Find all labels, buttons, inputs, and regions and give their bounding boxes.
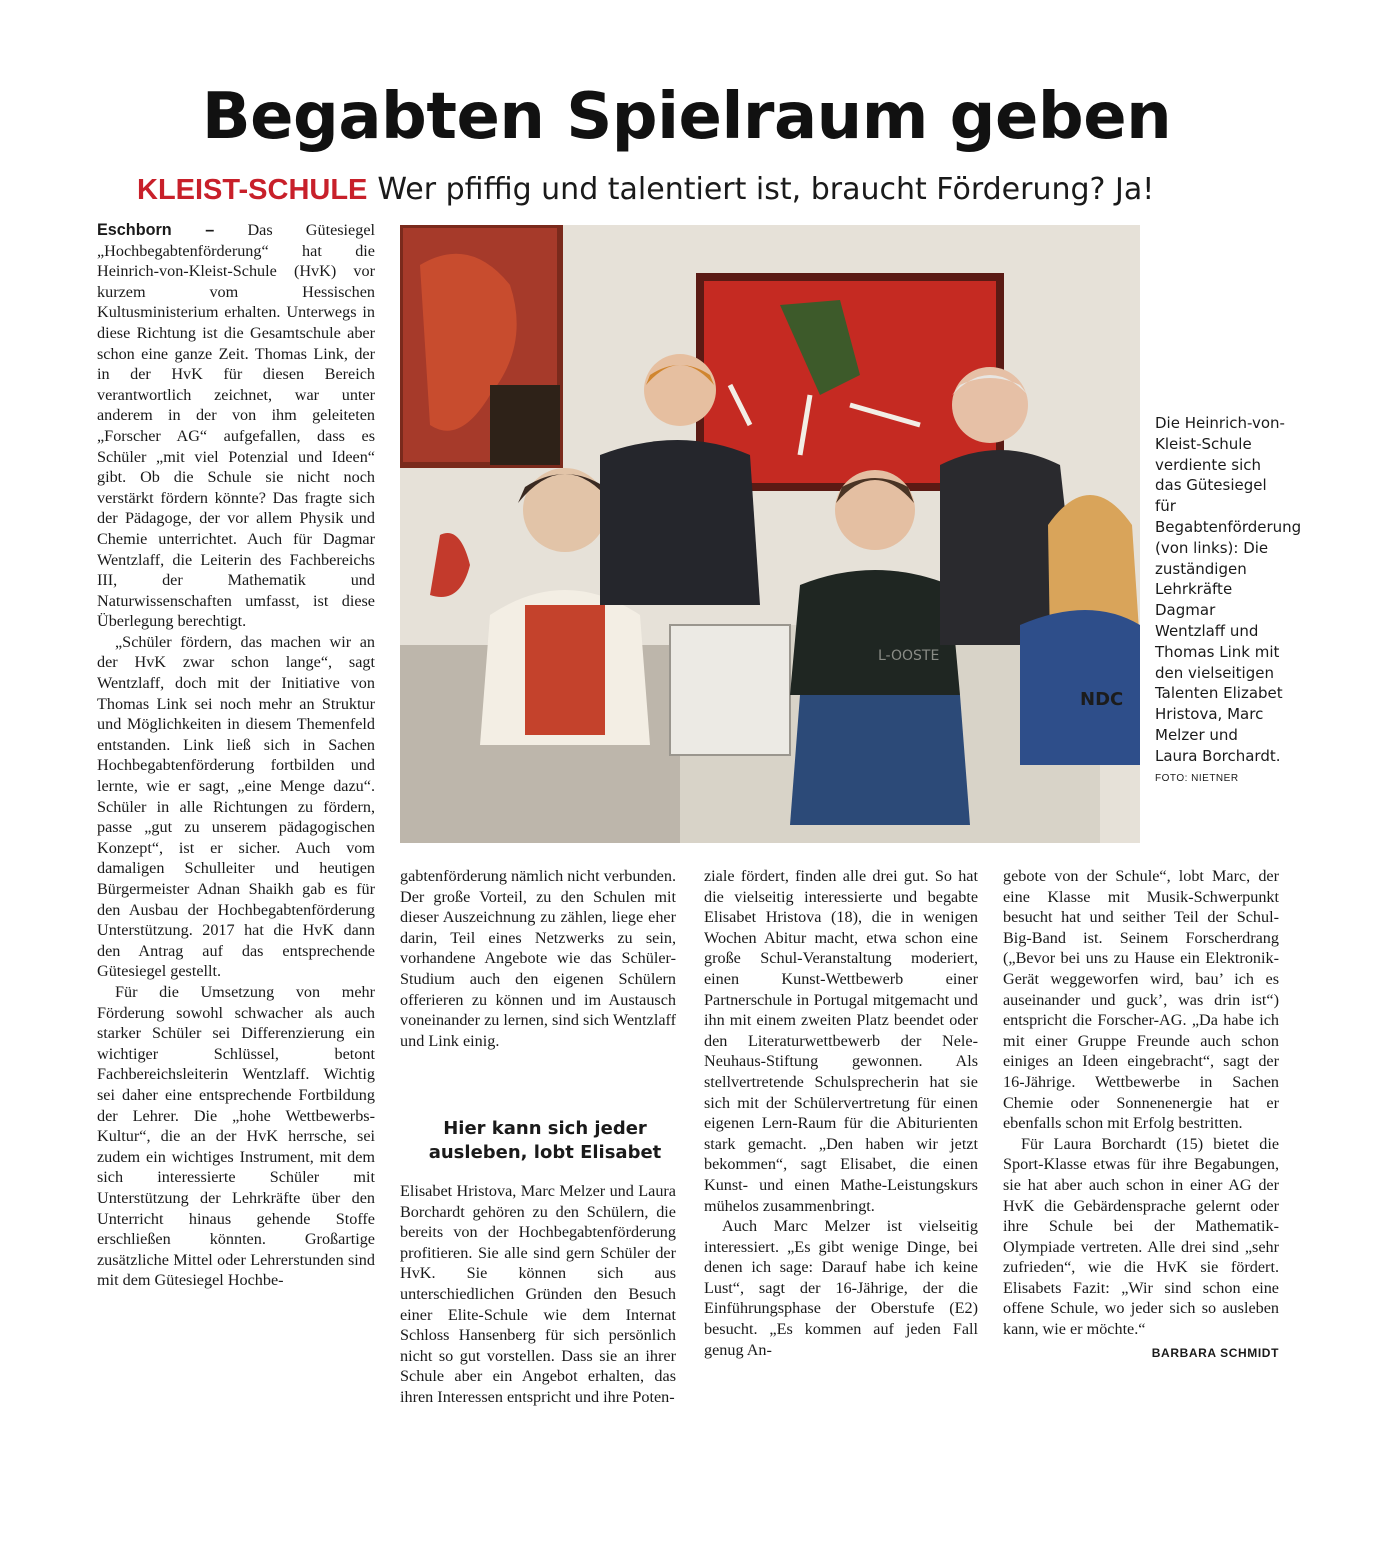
- caption-text: Die Heinrich-von-Kleist-Schule verdiente sich das Gütesiegel für Begabtenförderung (von links): Die zuständigen Lehrkräfte Dagmar Wentzlaff und Thomas Link mit den vielseitigen Talenten Elizabet Hristova, Marc Melzer und Laura Borchardt.: [1155, 414, 1302, 765]
- shirt-print: NDC: [1080, 689, 1124, 710]
- kicker: KLEIST-SCHULE: [137, 174, 368, 206]
- photo-credit: FOTO: NIETNER: [1155, 772, 1239, 784]
- photo-caption: [1155, 413, 1302, 789]
- paragraph: [97, 220, 375, 632]
- article-column-2: [400, 866, 676, 1051]
- article-column-3: [704, 866, 978, 1360]
- paragraph: „Schüler fördern, das machen wir an der HvK zwar schon lange“, sagt Wentzlaff, doch mit der Initiative von Thomas Link sei noch mehr an Struktur und Möglichkeiten in diesem Themenfeld entstanden. Link ließ sich in Sachen Hochbegabtenförderung fortbilden und lernte, wie er sagt, „eine Menge dazu“. Schüler in alle Richtungen zu fördern, passe „gut zu unserem pädagogischen Konzept“, ist er sicher. Auch vom damaligen Schulleiter und heutigen Bürgermeister Adnan Shaikh gab es für den Ausbau der Hochbegabtenförderung Unterstützung. 2017 hat die HvK dann den Antrag auf das entsprechende Gütesiegel gestellt.: [97, 632, 375, 981]
- subheadline: Wer pfiffig und talentiert ist, braucht Förderung? Ja!: [377, 172, 1155, 207]
- author-byline: BARBARA SCHMIDT: [1151, 1345, 1279, 1360]
- paragraph: gebote von der Schule“, lobt Marc, der eine Klasse mit Musik-Schwerpunkt besucht hat und seither Teil der Schul-Big-Band ist. Seinem Forscherdrang („Bevor bei uns zu Hause ein Elektronik-Gerät weggeworfen wird, bau’ ich es auseinander und guck’, was drin ist“) entspricht die Forscher-AG. „Da habe ich mit einer Gruppe Freunde auch schon einiges an Ideen eingebracht“, sagt der 16-Jährige. Wettbewerbe in Sachen Chemie oder Sonnenenergie hat er ebenfalls schon mit Erfolg bestritten.: [1003, 867, 1279, 1133]
- article-column-2-continued: [400, 1181, 676, 1408]
- hoodie-print: L-OOSTE: [878, 648, 940, 664]
- paragraph-text: Für Laura Borchardt (15) bietet die Sport-Klasse etwas für ihre Begabungen, sie hat aber auch schon in einer AG der HvK die Gebärdensprache gelernt oder ihre Schule bei der Mathematik-Olympiade vertreten. Alle drei sind „sehr zufrieden“, wie die HvK sie fördert. Elisabets Fazit: „Wir sind schon eine offene Schule, wo jeder sich so ausleben kann, wie er möchte.“: [1003, 1134, 1279, 1339]
- section-subhead: Hier kann sich jeder ausleben, lobt Elisabet: [428, 1118, 662, 1163]
- paragraph: ziale fördert, finden alle drei gut. So hat die vielseitig interessierte und begabte Elisabet Hristova (18), die in wenigen Wochen Abitur macht, etwa schon eine große Schul-Veranstaltung moderiert, einen Kunst-Wettbewerb einer Partnerschule in Portugal mitgemacht und ihn mit einem zweiten Platz beendet oder den Literaturwettbewerb der Nele-Neuhaus-Stiftung gewonnen. Als stellvertretende Schulsprecherin hat sie sich mit der Schülervertretung für einen eigenen Lern-Raum für die Abiturienten stark gemacht. „Den haben wir jetzt bekommen“, sagt Elisabet, die einen Kunst- und einen Mathe-Leistungskurs mühelos zusammenbringt.: [704, 867, 978, 1215]
- article-column-4: [1003, 866, 1279, 1363]
- paragraph: gabtenförderung nämlich nicht verbunden. Der große Vorteil, zu den Schulen mit dieser Auszeichnung zu zählen, liege eher darin, Teil eines Netzwerks zu sein, vorhandene Angebote wie das Schüler-Studium auch den eigenen Schülern offerieren zu können und im Austausch voneinander zu lernen, sind sich Wentzlaff und Link einig.: [400, 867, 676, 1050]
- paragraph: Elisabet Hristova, Marc Melzer und Laura Borchardt gehören zu den Schülern, die bereits von der Hochbegabtenförderung profitieren. Sie alle sind gern Schüler der HvK. Sie können sich aus unterschiedlichen Gründen den Besuch einer Elite-Schule wie dem Internat Schloss Hansenberg für sich persönlich nicht so gut vorstellen. Dass sie an ihrer Schule aber ein Angebot erhalten, das ihren Interessen entspricht und ihre Poten-: [400, 1182, 676, 1406]
- paragraph: [1003, 1134, 1279, 1360]
- group-photo-illustration: [400, 225, 1140, 843]
- paragraph-text: Das Gütesiegel „Hochbegabtenförderung“ hat die Heinrich-von-Kleist-Schule (HvK) vor kurzem vom Hessischen Kultusministerium erhalten. Unterwegs in diese Richtung ist die Gesamtschule aber schon eine ganze Zeit. Thomas Link, der in der HvK für diesen Bereich verantwortlich zeichnet, war unter anderem in der von ihm geleiteten „Forscher AG“ aufgefallen, dass es Schüler „mit viel Potenzial und Ideen“ gibt. Ob die Schule sie nicht noch verstärkt fördern könnte? Das fragte sich der Pädagoge, der vor allem Physik und Chemie unterrichtet. Auch für Dagmar Wentzlaff, die Leiterin des Fachbereichs III, der Mathematik und Naturwissenschaften umfasst, ist diese Überlegung berechtigt.: [97, 221, 376, 631]
- paragraph: Für die Umsetzung von mehr Förderung sowohl schwacher als auch starker Schüler sei Differenzierung ein wichtiger Schlüssel, betont Fachbereichsleiterin Wentzlaff. Wichtig sei daher eine entsprechende Fortbildung der Lehrer. Die „hohe Wettbewerbs-Kultur“, die an der HvK herrsche, sei zudem ein wichtiges Instrument, mit dem sich interessierte Schüler mit Unterstützung der Lehrkräfte über den Unterricht hinaus gehende Stoffe erschließen könnten. Großartige zusätzliche Mittel oder Lehrerstunden sind mit dem Gütesiegel Hochbe-: [97, 982, 375, 1290]
- article-photo: [400, 225, 1140, 843]
- dateline: Eschborn –: [97, 221, 215, 239]
- subheadline-row: [137, 172, 1287, 208]
- paragraph: Auch Marc Melzer ist vielseitig interessiert. „Es gibt wenige Dinge, bei denen ich sage: Darauf habe ich keine Lust“, sagt der 16-Jährige, der die Einführungsphase der Oberstufe (E2) besucht. „Es kommen auf jeden Fall genug An-: [704, 1217, 978, 1359]
- article-column-1: [97, 220, 375, 1291]
- headline: Begabten Spielraum geben: [201, 80, 1172, 154]
